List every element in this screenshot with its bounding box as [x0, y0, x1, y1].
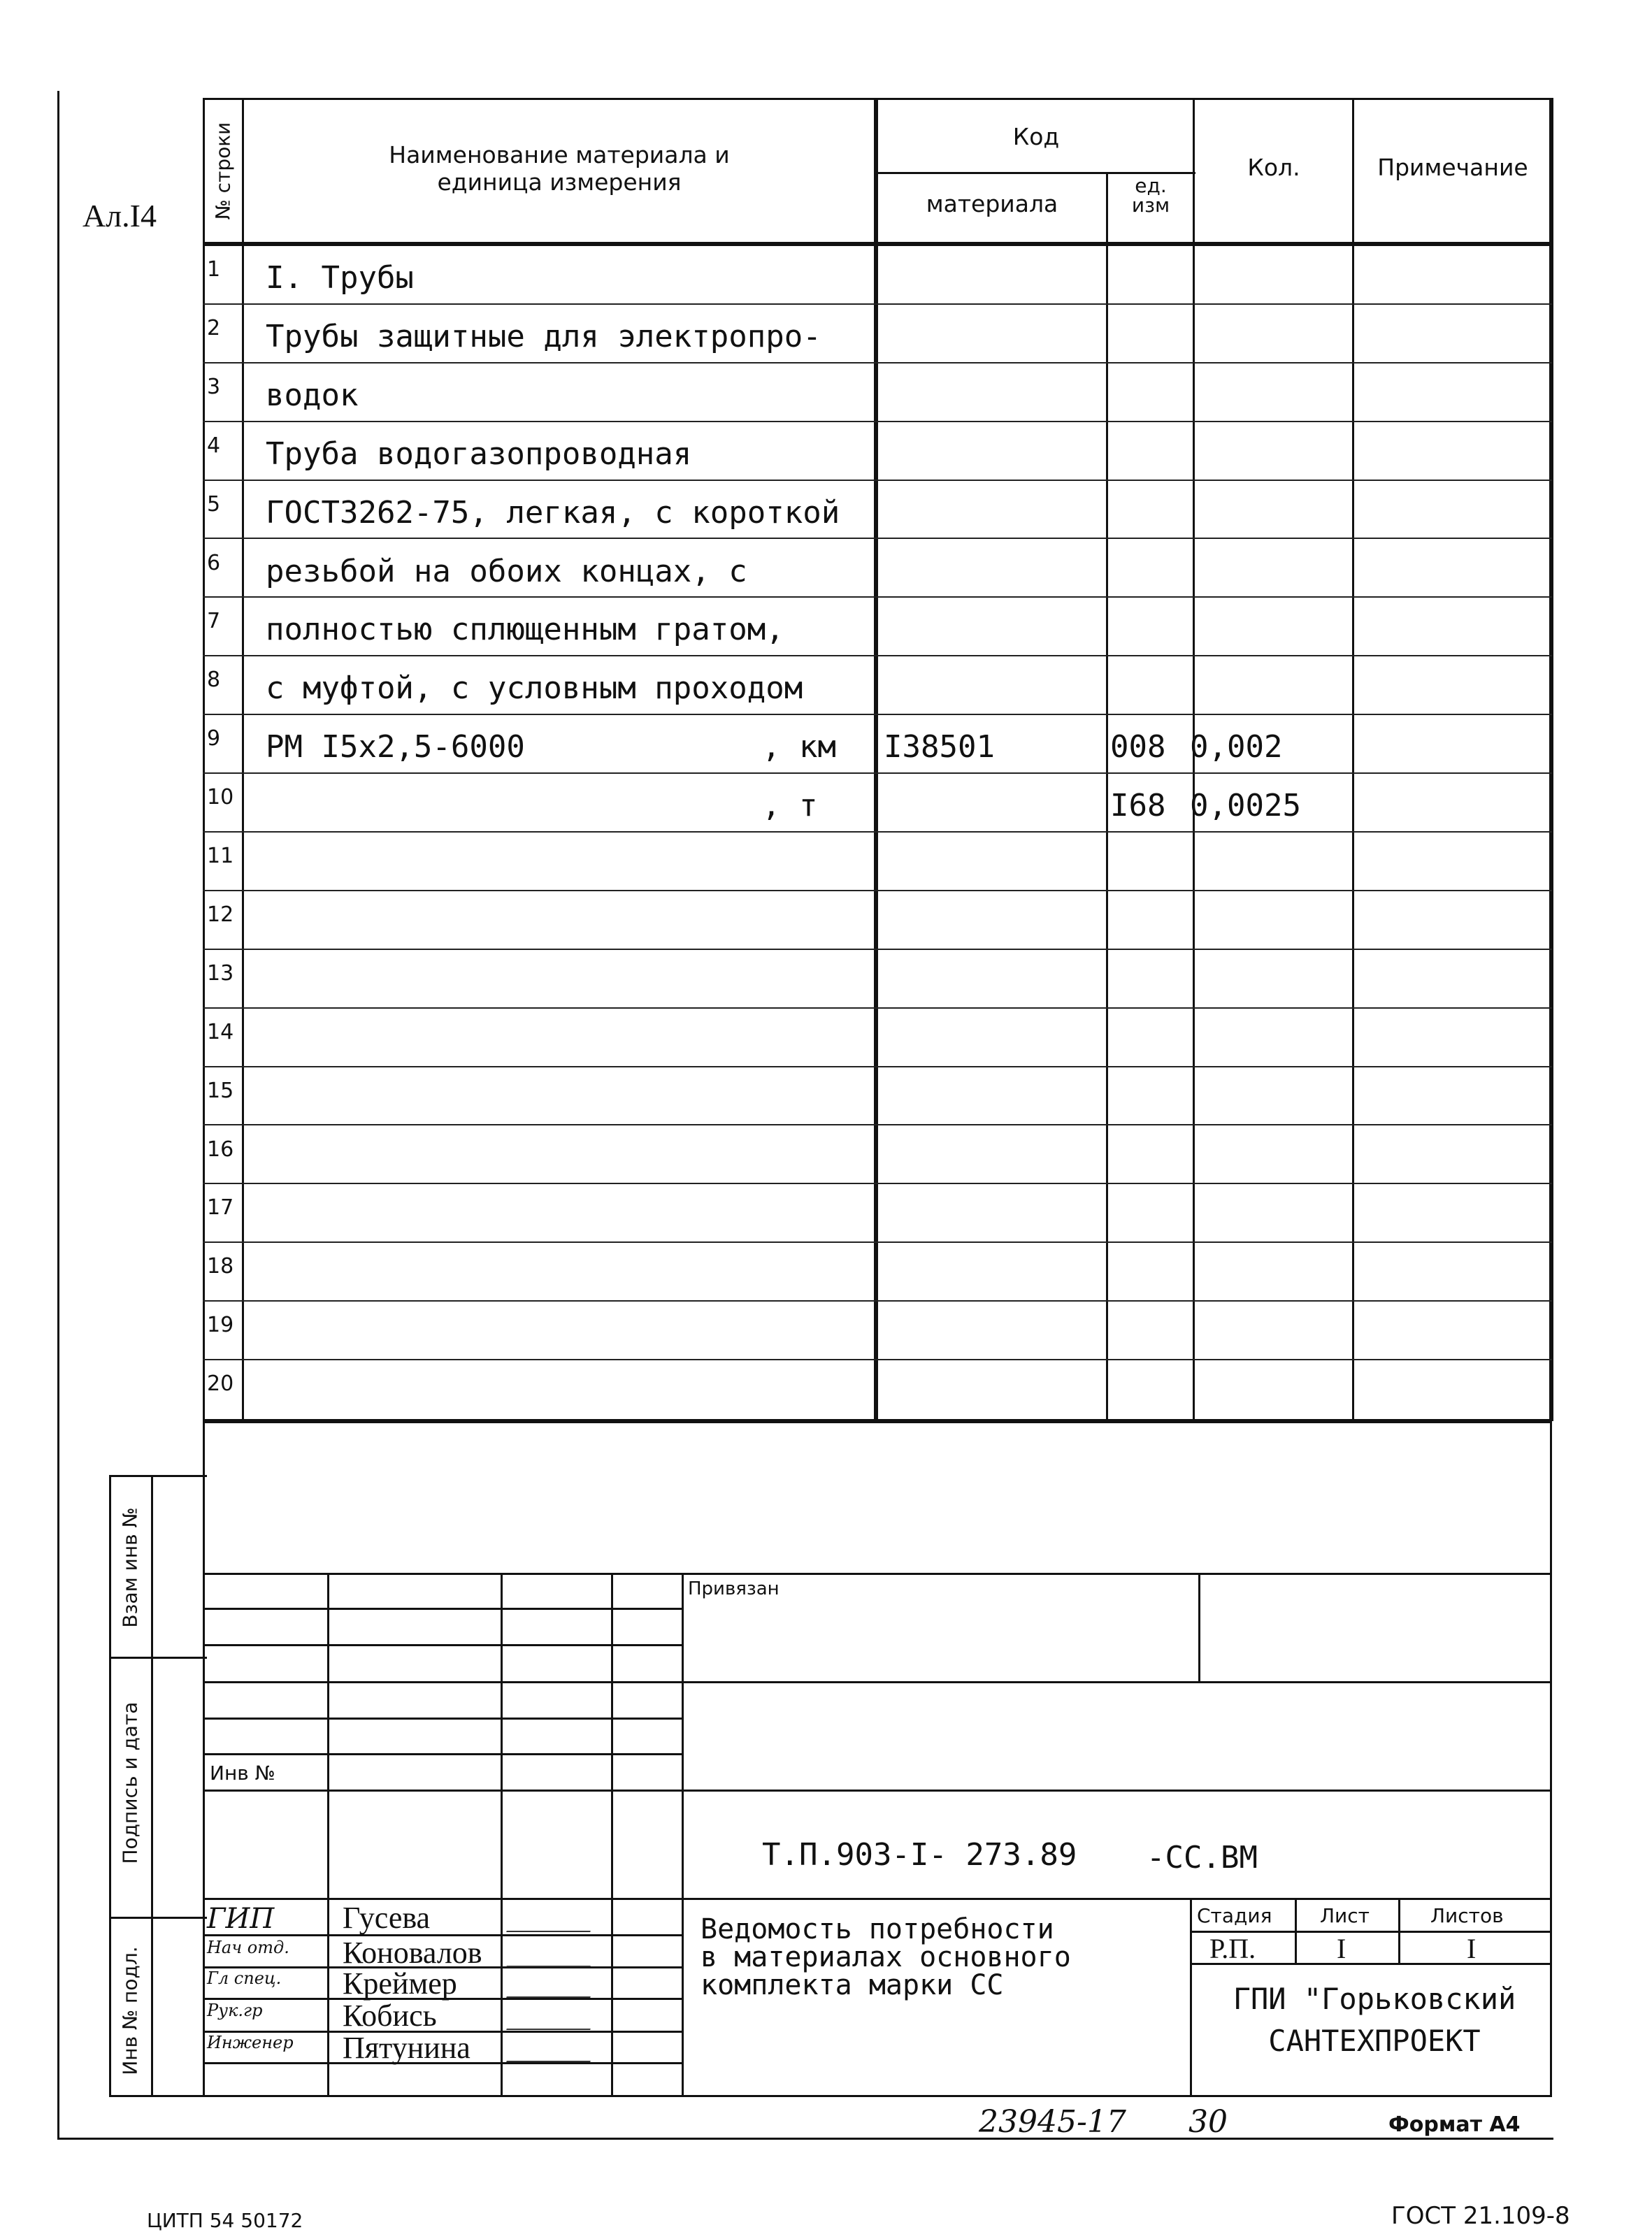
designation: Т.П.903-I- 273.89 — [762, 1837, 1077, 1873]
footer-page: 30 — [1188, 2104, 1228, 2140]
grid-v-5 — [1198, 1573, 1200, 1681]
table-row — [203, 891, 1552, 950]
doc-title-line3: комплекта марки СС — [701, 1969, 1004, 2001]
privyazan-label: Привязан — [688, 1578, 780, 1599]
row-number: 14 — [207, 1019, 234, 1044]
row-number: 6 — [207, 550, 221, 575]
tb-bottom — [109, 2095, 1552, 2097]
header-col-qty: Кол. — [1247, 154, 1300, 181]
table-row — [203, 1360, 1552, 1419]
header-col-code: Код — [1012, 123, 1060, 150]
signer-role: Инженер — [207, 2033, 294, 2052]
table-row — [203, 598, 1552, 656]
stamp-sep-2 — [109, 1917, 207, 1919]
designation-suffix: -СС.ВМ — [1147, 1840, 1258, 1875]
stage-value: Р.П. — [1209, 1933, 1256, 1964]
row-name: с муфтой, с условным проходом — [266, 670, 803, 707]
row-number: 4 — [207, 433, 221, 458]
grid-h-3 — [203, 1718, 682, 1720]
inv-no-label: Инв № — [210, 1762, 275, 1785]
signature-scribble — [506, 1973, 598, 1998]
table-row — [203, 363, 1552, 422]
header-col-unit — [1109, 176, 1193, 215]
row-unit-code: I68 — [1110, 788, 1166, 824]
row-number: 1 — [207, 257, 221, 282]
row-number: 18 — [207, 1254, 234, 1279]
organization — [1200, 1978, 1549, 2062]
table-row — [203, 246, 1552, 305]
sheet-label: Ал.I4 — [82, 198, 157, 233]
tb-line-2 — [203, 1681, 1552, 1683]
sheets-col-label: Листов — [1430, 1904, 1504, 1927]
footer-bottom-left: ЦИТП 54 50172 — [147, 2209, 303, 2232]
stamp-vzam: Взам инв № — [118, 1507, 142, 1628]
signature-scribble — [506, 1942, 598, 1967]
row-number: 20 — [207, 1371, 234, 1397]
signer-name: Гусева — [343, 1901, 431, 1935]
left-margin-line — [57, 91, 59, 2139]
row-quantity: 0,0025 — [1190, 788, 1301, 824]
tb-top — [203, 1573, 1552, 1575]
header-col-unit-line2: изм — [1131, 194, 1170, 217]
header-col-name-line1: Наименование материала и — [389, 141, 730, 168]
row-number: 8 — [207, 668, 221, 693]
row-name: Трубы защитные для электропро- — [266, 318, 821, 354]
grid-h-2 — [203, 1644, 682, 1646]
grid-v-2 — [501, 1573, 503, 2097]
signature-scribble — [506, 2005, 598, 2030]
row-name: Труба водогазопроводная — [266, 435, 692, 472]
row-name: РМ I5х2,5-6000 — [266, 729, 525, 765]
header-col-unit-line1: ед. — [1135, 174, 1167, 197]
stamp-top-line — [109, 1475, 207, 1477]
bottom-margin-line — [57, 2138, 1553, 2140]
row-unit-suffix: , км — [762, 729, 836, 765]
stamp-block-left — [203, 1475, 205, 2097]
footer-number: 23945-17 — [979, 2104, 1126, 2140]
grid-h-1 — [203, 1608, 682, 1610]
signer-name: Кобись — [343, 1999, 437, 2033]
row-number: 13 — [207, 960, 234, 986]
grid-v-4 — [682, 1573, 684, 2097]
org-line2: САНТЕХПРОЕКТ — [1268, 2024, 1481, 2058]
table-row — [203, 481, 1552, 540]
row-number: 19 — [207, 1313, 234, 1338]
row-name: I. Трубы — [266, 260, 414, 296]
signer-name: Коновалов — [343, 1936, 482, 1970]
stage-label: Стадия — [1197, 1904, 1272, 1927]
table-row — [203, 833, 1552, 891]
grid-v-3 — [611, 1573, 613, 2097]
signer-role: Гл спец. — [207, 1968, 282, 1988]
table-row — [203, 540, 1552, 598]
row-unit-code: 008 — [1110, 729, 1166, 765]
footer-bottom-right: ГОСТ 21.109-8 — [1391, 2202, 1570, 2230]
org-line1: ГПИ "Горьковский — [1233, 1982, 1516, 2016]
stamp-sep-1 — [109, 1657, 207, 1659]
row-name: резьбой на обоих концах, с — [266, 553, 747, 589]
grid-h-4 — [203, 1753, 682, 1755]
table-row — [203, 1067, 1552, 1126]
row-number: 15 — [207, 1078, 234, 1103]
signer-name: Пятунина — [343, 2031, 471, 2065]
row-number: 12 — [207, 902, 234, 927]
doc-title-line1: Ведомость потребности — [701, 1913, 1054, 1945]
tb-line-3 — [203, 1790, 1552, 1792]
doc-title — [701, 1915, 1071, 1999]
row-name: ГОСТ3262-75, легкая, с короткой — [266, 494, 840, 531]
sheets-value: I — [1467, 1933, 1477, 1964]
sheet-col-label: Лист — [1320, 1904, 1370, 1927]
row-name: водок — [266, 377, 359, 413]
header-col-note: Примечание — [1377, 154, 1528, 181]
table-row — [203, 1009, 1552, 1067]
table-row — [203, 305, 1552, 363]
sheet-value: I — [1337, 1933, 1346, 1964]
tb-right — [1550, 1419, 1552, 2097]
doc-title-line2: в материалах основного — [701, 1941, 1071, 1973]
signature-scribble — [506, 1907, 598, 1932]
row-quantity: 0,002 — [1190, 729, 1283, 765]
signer-name: Креймер — [343, 1966, 457, 2001]
table-row — [203, 950, 1552, 1009]
signer-role: Рук.гр — [207, 2001, 263, 2020]
row-material-code: I38501 — [884, 729, 995, 765]
row-unit-suffix: , т — [762, 788, 818, 824]
stamp-podpis: Подпись и дата — [118, 1701, 142, 1864]
signer-role: ГИП — [207, 1903, 275, 1935]
table-row — [203, 422, 1552, 481]
row-number: 10 — [207, 785, 234, 810]
signer-role: Нач отд. — [207, 1938, 289, 1957]
stamp-inv-podl: Инв № подл. — [118, 1946, 142, 2075]
footer-format: Формат А4 — [1388, 2112, 1521, 2137]
row-number: 3 — [207, 374, 221, 399]
header-col-num: № строки — [211, 122, 235, 220]
table-row — [203, 656, 1552, 715]
stage-v-1 — [1295, 1898, 1297, 1964]
header-col-material: материала — [926, 190, 1058, 217]
stamp-outer-left — [109, 1475, 111, 2097]
table-row — [203, 1243, 1552, 1302]
signature-scribble — [506, 2037, 598, 2062]
header-col-name-line2: единица измерения — [437, 168, 682, 196]
stage-v-2 — [1398, 1898, 1400, 1964]
row-number: 17 — [207, 1195, 234, 1221]
table-row — [203, 1184, 1552, 1243]
row-number: 16 — [207, 1137, 234, 1162]
grid-v-6 — [1190, 1898, 1192, 2097]
table-row — [203, 715, 1552, 774]
row-number: 11 — [207, 844, 234, 868]
row-name: полностью сплющенным гратом, — [266, 612, 784, 648]
header-col-name — [245, 141, 874, 196]
row-number: 7 — [207, 609, 221, 634]
grid-v-1 — [327, 1573, 329, 2097]
row-number: 2 — [207, 315, 221, 340]
row-number: 5 — [207, 491, 221, 517]
row-number: 9 — [207, 726, 221, 751]
table-row — [203, 774, 1552, 833]
table-row — [203, 1302, 1552, 1360]
stamp-inner-left — [151, 1475, 153, 2097]
table-row — [203, 1126, 1552, 1185]
